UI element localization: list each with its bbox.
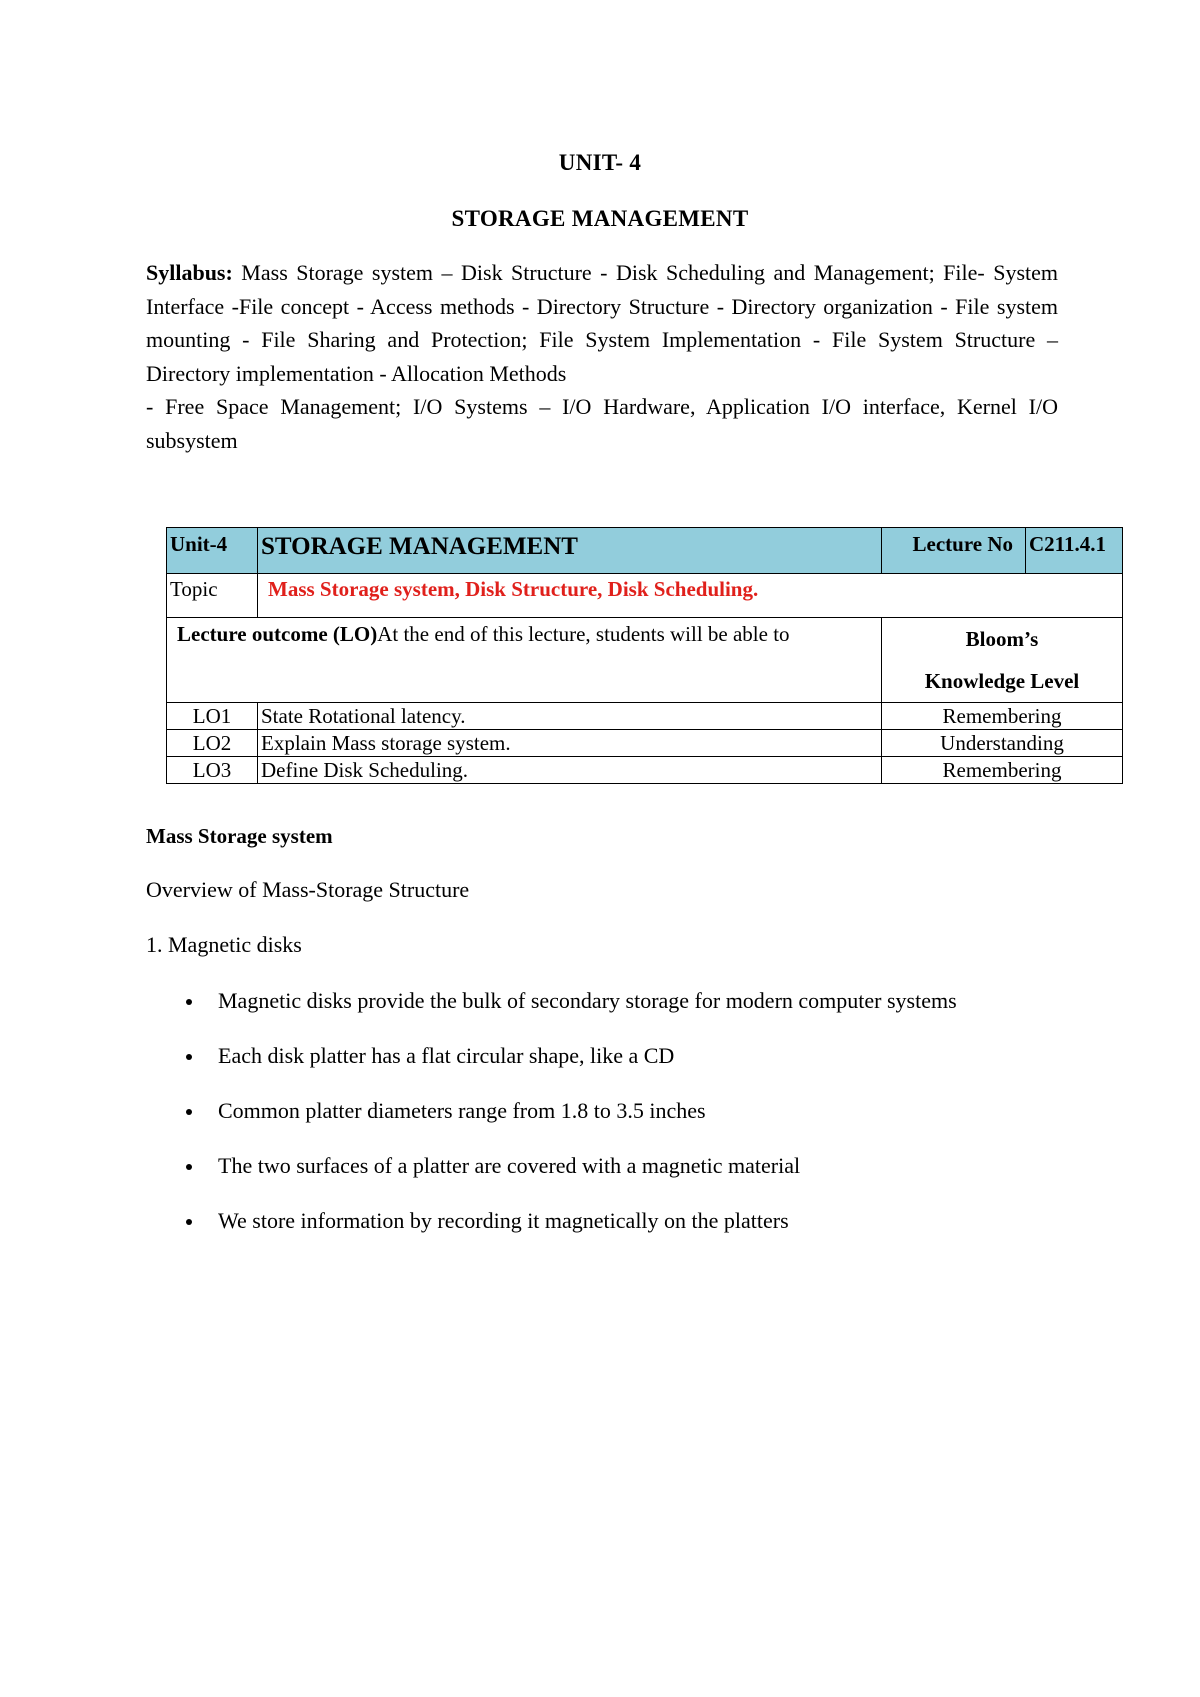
bullet-text: Magnetic disks provide the bulk of secondary storage for modern computer systems: [218, 988, 957, 1013]
blooms-header: [882, 618, 1123, 703]
bullet-icon: [186, 1219, 192, 1225]
lo-level: Understanding: [882, 730, 1123, 757]
lo-desc: State Rotational latency.: [258, 703, 882, 730]
lecture-table: [166, 527, 1123, 784]
blooms-line-1: Bloom’s: [965, 627, 1039, 651]
topic-row: [167, 574, 1123, 618]
lo-desc: Explain Mass storage system.: [258, 730, 882, 757]
list-item: [146, 1151, 1106, 1206]
main-title: STORAGE MANAGEMENT: [451, 206, 749, 231]
table-row: [167, 703, 1123, 730]
lo-header-text: At the end of this lecture, students will be able to: [377, 622, 790, 646]
lo-header-row: [167, 618, 1123, 703]
list-item: [146, 1041, 1106, 1096]
blooms-line-2: Knowledge Level: [924, 669, 1080, 693]
list-item: [146, 986, 1106, 1041]
topic-value: Mass Storage system, Disk Structure, Disk Scheduling.: [258, 574, 1123, 618]
syllabus-text-2: - Free Space Management; I/O Systems – I/O Hardware, Application I/O interface, Kernel I/O subsystem: [146, 394, 1058, 453]
list-item: [146, 1096, 1106, 1151]
lecture-no-label: Lecture No: [882, 528, 1026, 574]
lo-id: LO1: [167, 703, 258, 730]
lecture-table-header-row: [167, 528, 1123, 574]
heading-cell: STORAGE MANAGEMENT: [258, 528, 882, 574]
bullet-text: Each disk platter has a flat circular shape, like a CD: [218, 1043, 675, 1068]
lo-header: [167, 618, 882, 703]
lo-level: Remembering: [882, 703, 1123, 730]
unit-cell: Unit-4: [167, 528, 258, 574]
lo-desc: Define Disk Scheduling.: [258, 757, 882, 784]
bullet-icon: [186, 1164, 192, 1170]
bullet-icon: [186, 1109, 192, 1115]
lecture-code: C211.4.1: [1026, 528, 1123, 574]
bullet-text: The two surfaces of a platter are covered with a magnetic material: [218, 1153, 801, 1178]
syllabus-block: [146, 256, 1058, 457]
table-row: [167, 757, 1123, 784]
lo-id: LO2: [167, 730, 258, 757]
bullet-icon: [186, 1054, 192, 1060]
unit-title: UNIT- 4: [558, 150, 642, 175]
overview-text: Overview of Mass-Storage Structure: [146, 877, 470, 902]
subheading: 1. Magnetic disks: [146, 932, 302, 957]
bullet-list: [146, 986, 1106, 1261]
section-heading: Mass Storage system: [146, 824, 333, 848]
lo-level: Remembering: [882, 757, 1123, 784]
lo-id: LO3: [167, 757, 258, 784]
table-row: [167, 730, 1123, 757]
list-item: [146, 1206, 1106, 1261]
bullet-text: We store information by recording it magnetically on the platters: [218, 1208, 789, 1233]
syllabus-label: Syllabus:: [146, 260, 233, 285]
bullet-text: Common platter diameters range from 1.8 to 3.5 inches: [218, 1098, 706, 1123]
topic-label: Topic: [167, 574, 258, 618]
syllabus-text-1: Mass Storage system – Disk Structure - Disk Scheduling and Management; File- System Interface -File concept - Access methods - Directory Structure - Directory organization - File system mounting - File Sharing and Protection; File System Implementation - File System Structure – Directory implementation - Allocation Methods: [146, 260, 1058, 386]
lo-header-bold: Lecture outcome (LO): [177, 622, 378, 646]
bullet-icon: [186, 999, 192, 1005]
